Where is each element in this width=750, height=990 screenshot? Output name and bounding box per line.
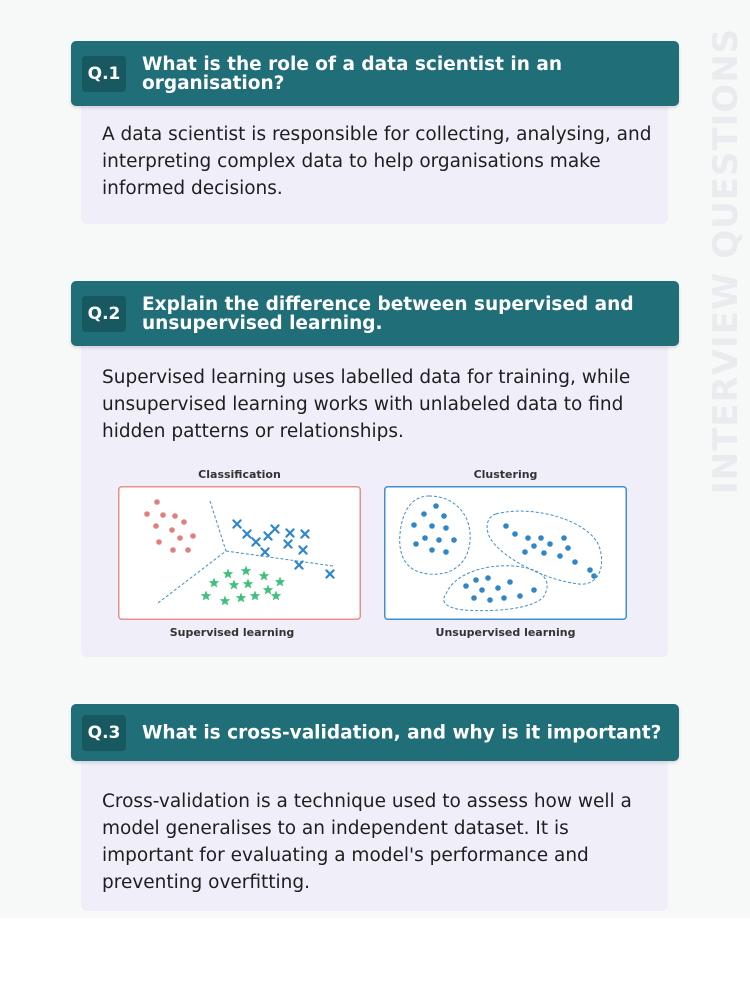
cluster-dot [433,503,439,509]
question-text: What is cross-validation, and why is it important? [142,722,662,743]
figure-right-title: Clustering [473,468,538,481]
cluster-dot [479,587,485,593]
cluster-dot [503,523,509,529]
cluster-dot [411,522,417,528]
question-bar-q2 [71,281,679,346]
cluster-dot [531,543,537,549]
cluster-dot [422,535,428,541]
footer-band [0,918,750,990]
question-bar-q1 [71,41,679,106]
cluster-dot [572,559,578,565]
answer-text-q2: Supervised learning uses labelled data for training, while unsupervised learning works with unlabeled data to find hidden patterns or relationships. [102,367,631,442]
cluster-dot [487,597,493,603]
cluster-dot [507,579,513,585]
red-dot [169,527,175,533]
red-dot [144,511,150,517]
cluster-dot [517,593,523,599]
answer-text-q1: A data scientist is responsible for collecting, analysing, and interpreting complex data to help organisations make informed decisions. [102,124,652,199]
red-dot [153,523,159,529]
cluster-dot [525,535,531,541]
cluster-dot [538,535,544,541]
question-text: What is the role of a data scientist in an organisation? [142,53,563,94]
figure-left-caption: Supervised learning [169,626,295,639]
clustering-diagram [384,486,627,620]
classification-diagram [118,486,361,620]
red-dot [160,512,166,518]
cluster-dot [565,545,571,551]
cluster-dot [531,587,537,593]
cluster-dot [561,535,567,541]
cluster-dot [471,595,477,601]
cluster-dot [547,541,553,547]
question-number: Q.2 [82,296,126,332]
cluster-dot [443,525,449,531]
red-dot [181,519,187,525]
cluster-dot [591,573,597,579]
cluster-dot [501,595,507,601]
cluster-dot [541,550,547,556]
cluster-dot [443,549,449,555]
cluster-dot [413,541,419,547]
side-label: INTERVIEW QUESTIONS [706,27,746,494]
question-number: Q.1 [82,56,126,92]
red-dot [154,499,160,505]
cluster-dot [485,575,491,581]
cluster-dot [436,537,442,543]
cluster-dot [451,537,457,543]
cluster-dot [463,583,469,589]
cluster-dot [557,553,563,559]
red-dot [190,533,196,539]
answer-text-q3: Cross-validation is a technique used to assess how well a model generalises to an independent dataset. It is important for evaluating a model's performance and preventing overfitting. [102,791,632,893]
figure-left-title: Classification [198,468,281,481]
cluster-dot [522,549,528,555]
cluster-dot [473,577,479,583]
cluster-dot [495,585,501,591]
figure-right-caption: Unsupervised learning [435,626,576,639]
question-text: Explain the difference between supervised and unsupervised learning. [142,293,634,334]
cluster-dot [587,567,593,573]
red-dot [185,547,191,553]
red-dot [156,539,162,545]
cluster-dot [429,523,435,529]
cluster-dot [441,513,447,519]
red-dot [170,547,176,553]
question-bar-q3 [71,704,679,761]
red-dot [177,535,183,541]
cluster-dot [429,547,435,553]
red-dot [172,513,178,519]
cluster-dot [421,511,427,517]
question-number: Q.3 [82,715,126,751]
cluster-dot [512,531,518,537]
